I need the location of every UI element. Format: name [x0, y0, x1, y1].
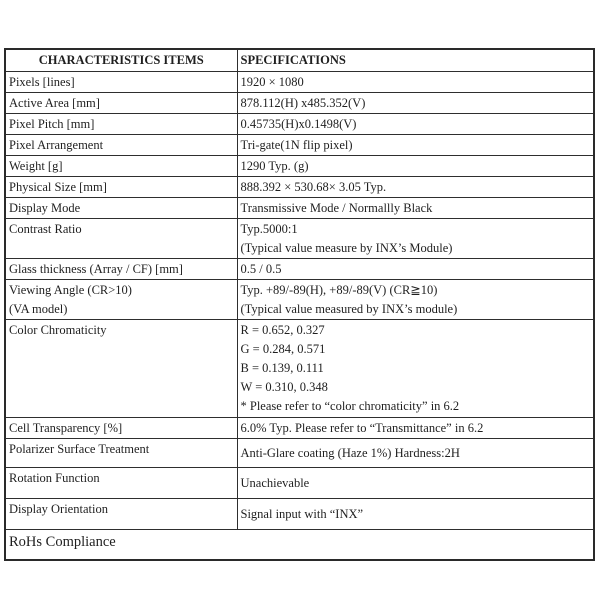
item-cell: [5, 439, 237, 468]
item-line: Pixel Pitch [mm]: [9, 117, 95, 131]
item-cell: [5, 114, 237, 135]
table-row: [5, 135, 594, 156]
spec-line: Anti-Glare coating (Haze 1%) Hardness:2H: [240, 445, 460, 460]
item-line: Cell Transparency [%]: [9, 421, 123, 435]
column-header-characteristics-items: CHARACTERISTICS ITEMS: [5, 49, 237, 72]
spec-cell: [237, 72, 594, 93]
spec-cell: [237, 418, 594, 439]
spec-line: Unachievable: [240, 475, 310, 490]
item-cell: [5, 135, 237, 156]
rohs-compliance-cell: RoHs Compliance: [5, 530, 594, 560]
item-cell: [5, 418, 237, 439]
spec-cell: [237, 219, 594, 259]
spec-line: 1920 × 1080: [240, 75, 304, 89]
spec-line: Tri-gate(1N flip pixel): [240, 138, 353, 152]
item-cell: [5, 259, 237, 280]
table-row: [5, 156, 594, 177]
spec-line: Typ.5000:1: [240, 222, 298, 236]
table-row: [5, 418, 594, 439]
table-row: [5, 499, 594, 530]
spec-line: 878.112(H) x485.352(V): [240, 96, 366, 110]
item-line: Polarizer Surface Treatment: [9, 442, 150, 456]
spec-line: * Please refer to “color chromaticity” in 6.2: [240, 399, 460, 413]
item-cell: [5, 93, 237, 114]
spec-cell: [237, 114, 594, 135]
spec-cell: [237, 439, 594, 468]
spec-line: 888.392 × 530.68× 3.05 Typ.: [240, 180, 387, 194]
spec-cell: [237, 156, 594, 177]
item-line: Physical Size [mm]: [9, 180, 107, 194]
spec-cell: [237, 198, 594, 219]
item-cell: [5, 177, 237, 198]
spec-line: R = 0.652, 0.327: [240, 323, 325, 337]
spec-line: 6.0% Typ. Please refer to “Transmittance” in 6.2: [240, 421, 484, 435]
spec-cell: [237, 468, 594, 499]
spec-line: B = 0.139, 0.111: [240, 361, 324, 375]
spec-line: (Typical value measured by INX’s module): [240, 302, 458, 316]
item-line: Display Mode: [9, 201, 81, 215]
spec-cell: [237, 280, 594, 320]
spec-cell: [237, 320, 594, 418]
rohs-compliance-row: [5, 530, 594, 560]
table-row: [5, 114, 594, 135]
spec-line: (Typical value measure by INX’s Module): [240, 241, 453, 255]
spec-cell: [237, 259, 594, 280]
spec-line: Transmissive Mode / Normallly Black: [240, 201, 433, 215]
table-row: [5, 198, 594, 219]
table-body: [5, 72, 594, 560]
item-line: Display Orientation: [9, 502, 108, 516]
header-row: [5, 49, 594, 72]
table-row: [5, 259, 594, 280]
table-row: [5, 468, 594, 499]
item-line: Color Chromaticity: [9, 323, 107, 337]
spec-line: 0.45735(H)x0.1498(V): [240, 117, 357, 131]
table-row: [5, 280, 594, 320]
spec-line: Typ. +89/-89(H), +89/-89(V) (CR≧10): [240, 283, 438, 297]
table-row: [5, 177, 594, 198]
table-row: [5, 93, 594, 114]
spec-line: W = 0.310, 0.348: [240, 380, 328, 394]
item-cell: [5, 156, 237, 177]
item-line: Viewing Angle (CR>10): [9, 283, 132, 297]
spec-line: Signal input with “INX”: [240, 506, 364, 521]
table-row: [5, 219, 594, 259]
spec-cell: [237, 93, 594, 114]
spec-line: G = 0.284, 0.571: [240, 342, 326, 356]
item-cell: [5, 499, 237, 530]
column-header-specifications: SPECIFICATIONS: [237, 49, 594, 72]
item-cell: [5, 280, 237, 320]
item-line: Glass thickness (Array / CF) [mm]: [9, 262, 183, 276]
spec-cell: [237, 177, 594, 198]
item-cell: [5, 320, 237, 418]
item-line: Pixel Arrangement: [9, 138, 104, 152]
item-line: Pixels [lines]: [9, 75, 75, 89]
item-line: Active Area [mm]: [9, 96, 100, 110]
table-row: [5, 72, 594, 93]
spec-line: 1290 Typ. (g): [240, 159, 309, 173]
item-cell: [5, 468, 237, 499]
table-row: [5, 320, 594, 418]
item-cell: [5, 72, 237, 93]
item-line: (VA model): [9, 302, 68, 316]
item-line: Weight [g]: [9, 159, 63, 173]
spec-line: 0.5 / 0.5: [240, 262, 282, 276]
spec-cell: [237, 499, 594, 530]
item-line: Rotation Function: [9, 471, 100, 485]
item-line: Contrast Ratio: [9, 222, 82, 236]
item-cell: [5, 198, 237, 219]
spec-cell: [237, 135, 594, 156]
table-row: [5, 439, 594, 468]
item-cell: [5, 219, 237, 259]
specifications-table: [4, 48, 595, 561]
